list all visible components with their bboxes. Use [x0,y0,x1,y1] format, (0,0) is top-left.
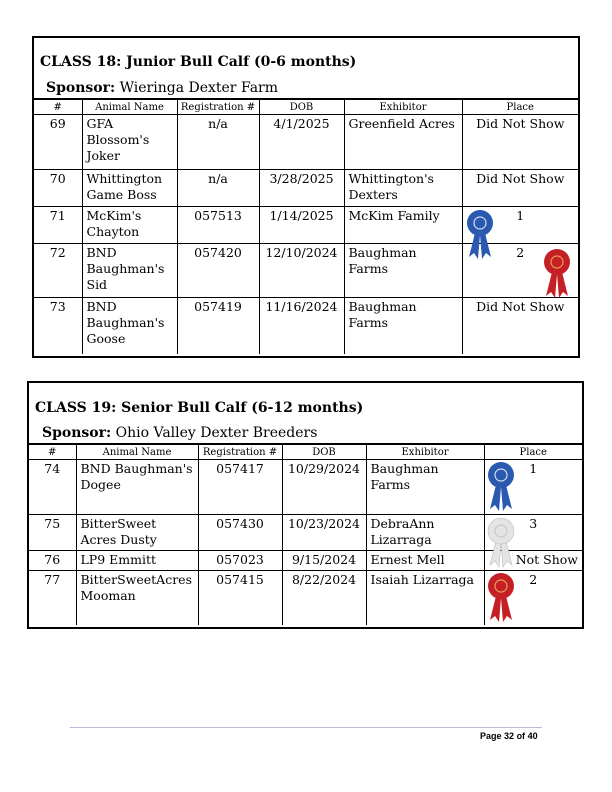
place: 1 [462,207,578,244]
entry-number: 72 [34,244,82,298]
registration: 057417 [198,460,282,515]
entry-number: 71 [34,207,82,244]
exhibitor: Baughman Farms [366,460,484,515]
dob: 11/16/2024 [259,298,344,354]
header-dob: DOB [282,444,366,460]
dob: 10/29/2024 [282,460,366,515]
animal-name: BND Baughman's Sid [82,244,177,298]
animal-name: BitterSweet Acres Dusty [76,515,198,551]
registration: n/a [177,170,259,207]
place: Did Not Show [462,298,578,354]
table-row [34,115,578,170]
entry-number: 77 [29,571,76,625]
exhibitor: Greenfield Acres [344,115,462,170]
animal-name: BitterSweetAcres Mooman [76,571,198,625]
header-registration: Registration # [198,444,282,460]
page-total: 40 [527,731,538,741]
class-title: CLASS 19: Senior Bull Calf (6-12 months) [35,400,364,416]
footer-divider [70,727,542,728]
header-place: Place [484,444,582,460]
page-number [480,731,538,741]
exhibitor: Ernest Mell [366,551,484,571]
page-of-label: of [516,731,526,741]
header-exhibitor: Exhibitor [366,444,484,460]
registration: 057420 [177,244,259,298]
entry-number: 69 [34,115,82,170]
registration: 057023 [198,551,282,571]
table-header-row [29,444,582,460]
place: 1 [484,460,582,515]
place: 2 [484,571,582,625]
header-animal-name: Animal Name [76,444,198,460]
header-dob: DOB [259,99,344,115]
class-18-section [32,36,580,358]
sponsor-line [46,80,278,96]
table-row [34,170,578,207]
exhibitor: Isaiah Lizarraga [366,571,484,625]
entry-number: 73 [34,298,82,354]
registration: 057419 [177,298,259,354]
red-ribbon-icon [542,248,572,300]
animal-name: BND Baughman's Dogee [76,460,198,515]
table-row [34,244,578,298]
animal-name: Whittington Game Boss [82,170,177,207]
blue-ribbon-icon [465,209,495,261]
animal-name: McKim's Chayton [82,207,177,244]
red-ribbon-icon [486,572,516,624]
class-18-table [34,98,578,354]
entry-number: 74 [29,460,76,515]
sponsor-label: Sponsor: [42,425,112,441]
sponsor-name: Ohio Valley Dexter Breeders [115,425,318,441]
place: Did Not Show [462,170,578,207]
exhibitor: Whittington's Dexters [344,170,462,207]
registration: 057415 [198,571,282,625]
table-row [34,207,578,244]
dob: 12/10/2024 [259,244,344,298]
header-exhibitor: Exhibitor [344,99,462,115]
header-registration: Registration # [177,99,259,115]
animal-name: GFA Blossom's Joker [82,115,177,170]
dob: 4/1/2025 [259,115,344,170]
dob: 8/22/2024 [282,571,366,625]
header-place: Place [462,99,578,115]
sponsor-label: Sponsor: [46,80,116,96]
blue-ribbon-icon [486,461,516,513]
animal-name: BND Baughman's Goose [82,298,177,354]
dob: 3/28/2025 [259,170,344,207]
page-current: 32 [504,731,515,741]
table-row [34,298,578,354]
exhibitor: Baughman Farms [344,244,462,298]
registration: 057430 [198,515,282,551]
registration: n/a [177,115,259,170]
header-num: # [34,99,82,115]
entry-number: 75 [29,515,76,551]
dob: 1/14/2025 [259,207,344,244]
place: 3 [484,515,582,551]
exhibitor: Baughman Farms [344,298,462,354]
white-ribbon-icon [486,517,516,569]
header-animal-name: Animal Name [82,99,177,115]
sponsor-name: Wieringa Dexter Farm [119,80,279,96]
entry-number: 70 [34,170,82,207]
exhibitor: McKim Family [344,207,462,244]
entry-number: 76 [29,551,76,571]
registration: 057513 [177,207,259,244]
place: Not Show [484,551,582,571]
dob: 9/15/2024 [282,551,366,571]
place: Did Not Show [462,115,578,170]
table-header-row [34,99,578,115]
exhibitor: DebraAnn Lizarraga [366,515,484,551]
dob: 10/23/2024 [282,515,366,551]
animal-name: LP9 Emmitt [76,551,198,571]
sponsor-line [42,425,317,441]
place: 2 [462,244,578,298]
page-label: Page [480,731,502,741]
class-title: CLASS 18: Junior Bull Calf (0-6 months) [40,54,357,70]
header-num: # [29,444,76,460]
